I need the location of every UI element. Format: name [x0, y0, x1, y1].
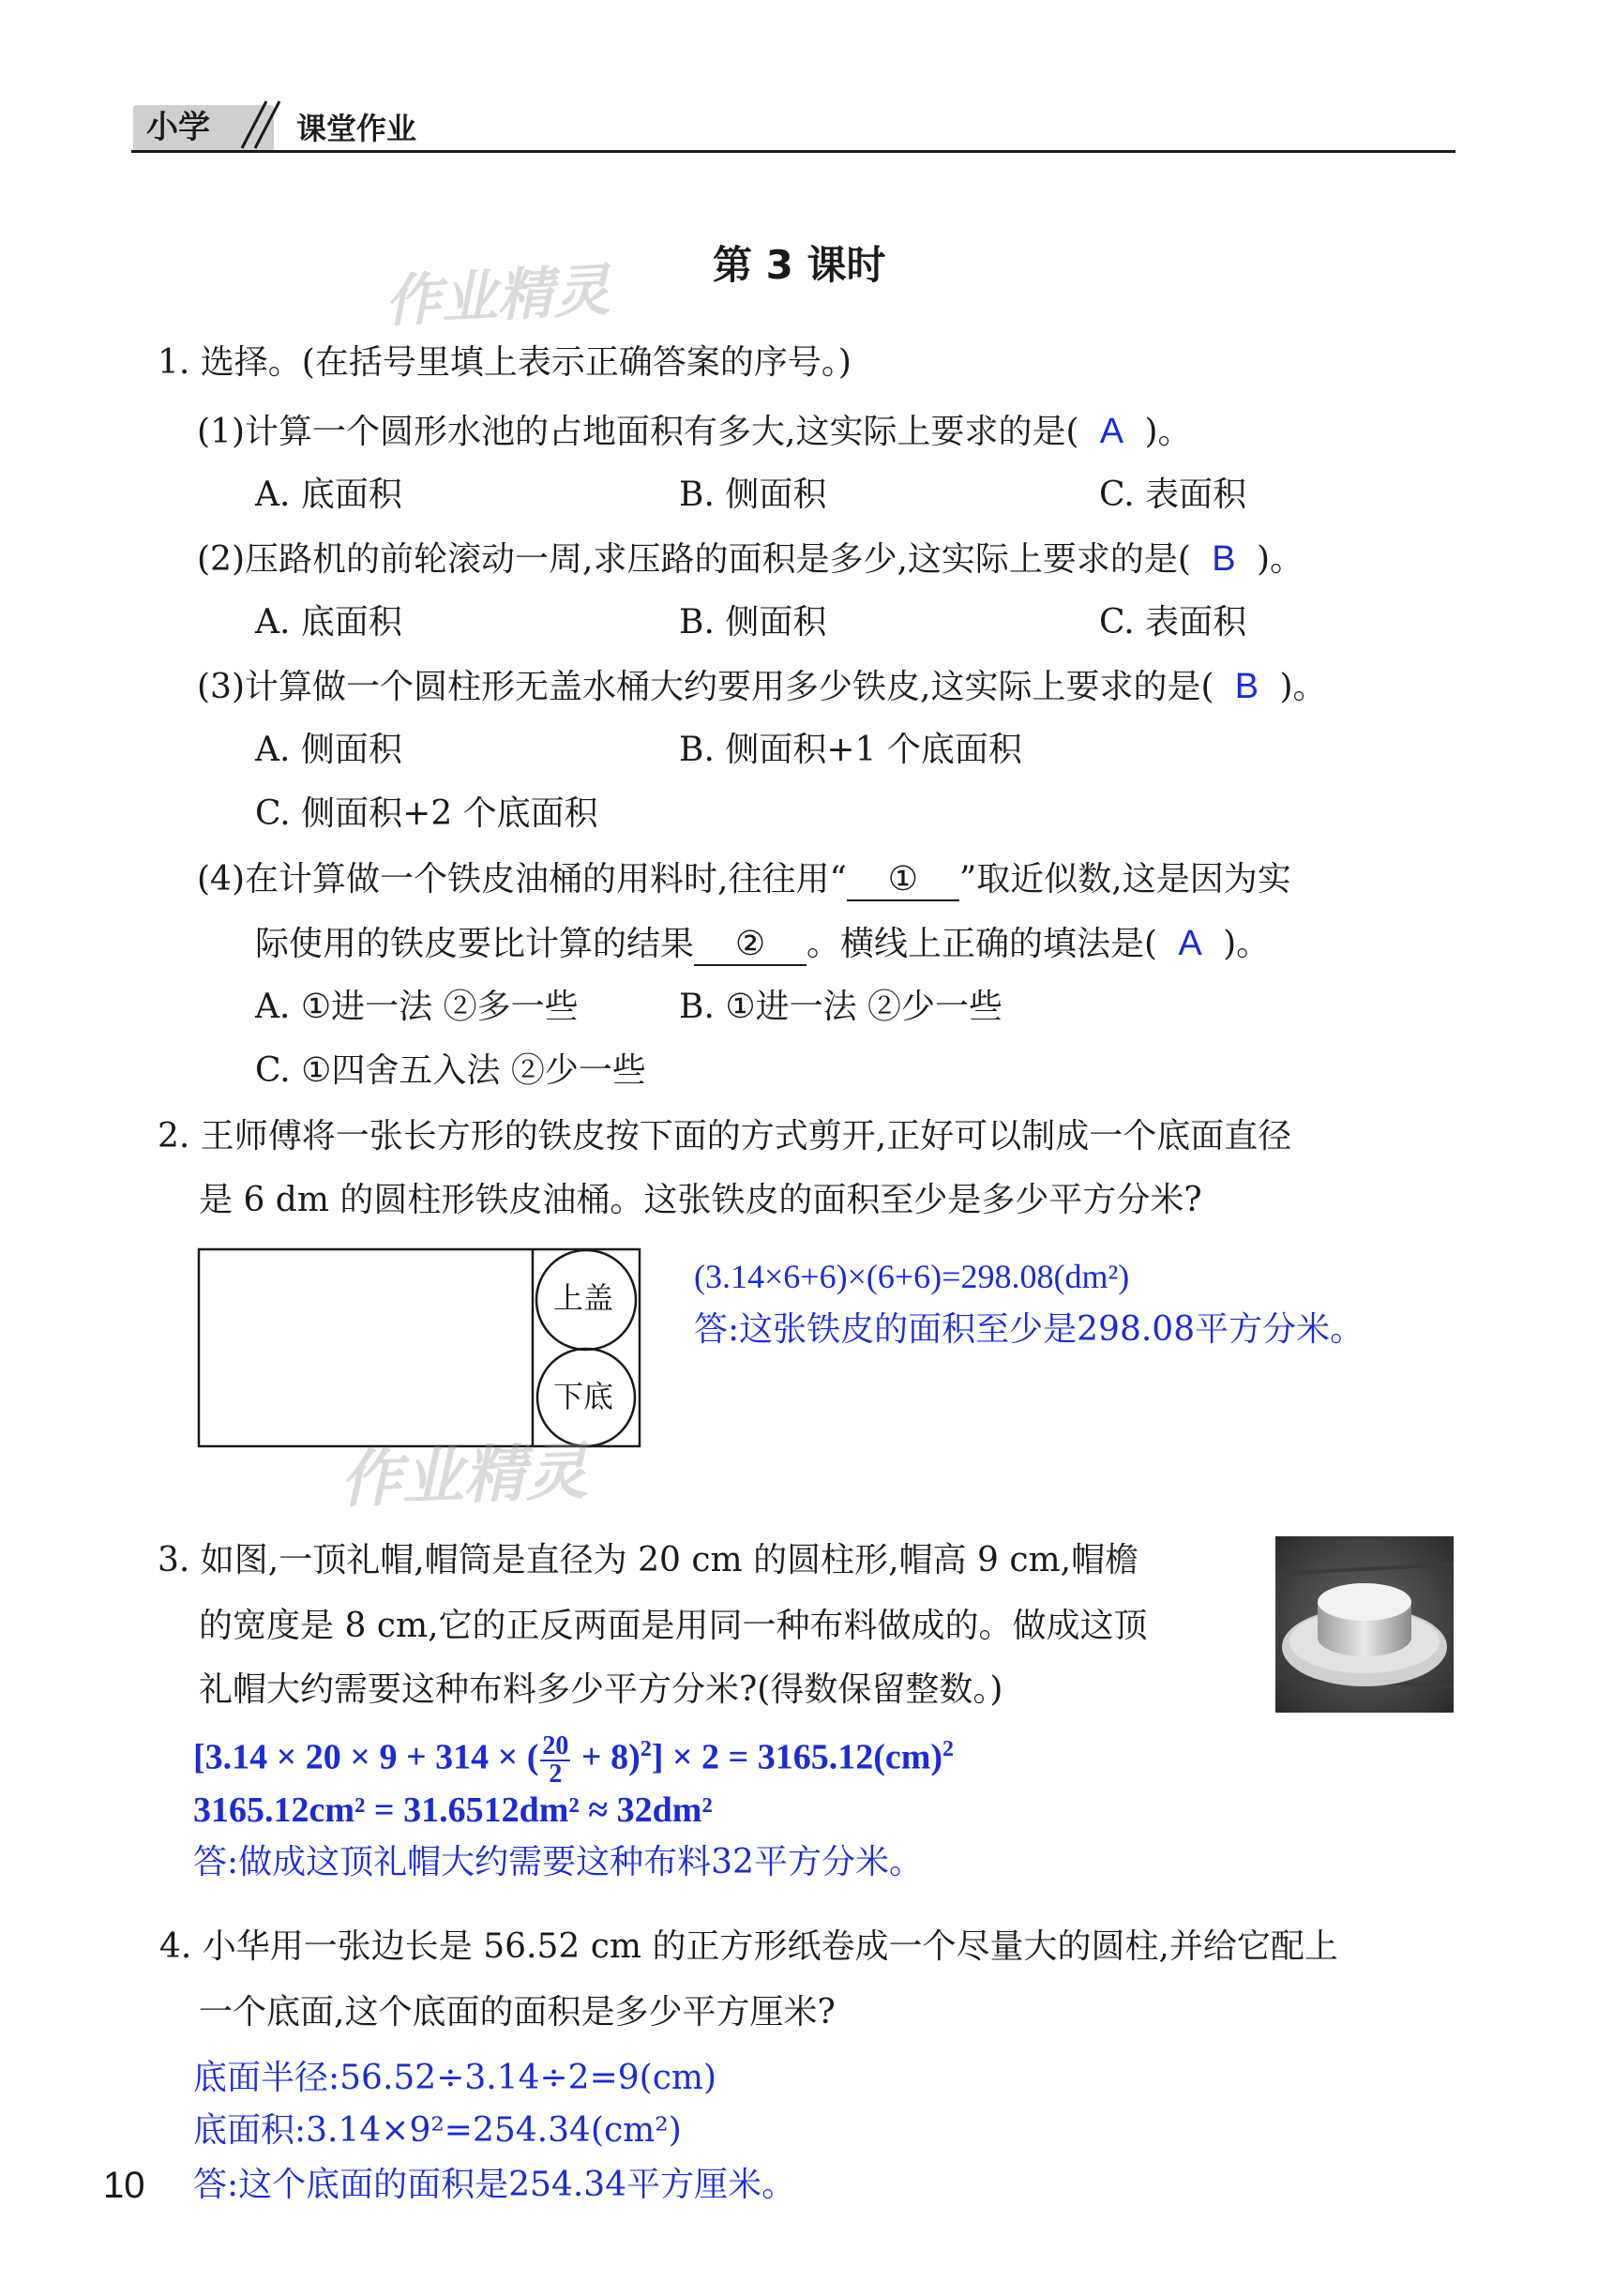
q1-sub2-option-b: B. 侧面积	[679, 603, 827, 642]
q1-sub4-option-a: A. ①进一法 ②多一些	[255, 988, 579, 1026]
q3-formula2: 3165.12cm² = 31.6512dm² ≈ 32dm²	[193, 1790, 713, 1830]
q3-formula1: [3.14 × 20 × 9 + 314 × ( $\frac{20}{2}$ + 8)$^2$] × 2 = 3165.12(cm)$^2$	[193, 1731, 955, 1789]
q1-sub1-option-b: B. 侧面积	[679, 476, 827, 514]
q1-sub2-question: (2)压路机的前轮滚动一周,求压路的面积是多少,这实际上要求的是( B )。	[197, 538, 1304, 582]
q1-sub3-option-b: B. 侧面积+1 个底面积	[679, 731, 1022, 769]
q1-sub2-answer: B	[1212, 539, 1236, 579]
q4-line1: 4. 小华用一张边长是 56.52 cm 的正方形纸卷成一个尽量大的圆柱,并给它配上	[159, 1927, 1338, 1966]
diagram-bottom-label: 下底	[553, 1379, 614, 1414]
double-chevron-icon	[234, 94, 291, 150]
header-rule	[131, 150, 1455, 153]
q4-answer-area: 底面积:3.14×9²=254.34(cm²)	[193, 2111, 682, 2150]
fraction: $\frac{20}{2}$	[542, 1731, 569, 1789]
q1-sub1-option-a: A. 底面积	[255, 476, 402, 514]
q1-sub4-line1: (4)在计算做一个铁皮油桶的用料时,往往用“ ① ”取近似数,这是因为实	[197, 859, 1291, 901]
q1-sub4-blank2: ②	[694, 924, 807, 966]
q2-line1: 2. 王师傅将一张长方形的铁皮按下面的方式剪开,正好可以制成一个底面直径	[158, 1117, 1292, 1156]
header-tag-label: 小学	[146, 109, 210, 146]
q1-sub3-answer: B	[1234, 667, 1259, 706]
q1-sub3-option-c: C. 侧面积+2 个底面积	[255, 794, 598, 833]
q1-sub1-option-c: C. 表面积	[1099, 476, 1247, 514]
page-number: 10	[103, 2165, 145, 2206]
q3-line3: 礼帽大约需要这种布料多少平方分米?(得数保留整数。)	[199, 1670, 1003, 1709]
q4-answer-radius: 底面半径:56.52÷3.14÷2=9(cm)	[193, 2059, 717, 2097]
q2-answer-text: 答:这张铁皮的面积至少是298.08平方分米。	[694, 1310, 1364, 1349]
q1-sub4-blank1: ①	[847, 859, 959, 901]
q1-sub3-question: (3)计算做一个圆柱形无盖水桶大约要用多少铁皮,这实际上要求的是( B )。	[197, 666, 1327, 709]
q1-sub4-option-b: B. ①进一法 ②少一些	[679, 988, 1003, 1026]
q1-sub1-answer: A	[1099, 412, 1124, 451]
q1-sub2-option-a: A. 底面积	[255, 603, 402, 642]
q1-sub4-option-c: C. ①四舍五入法 ②少一些	[255, 1051, 646, 1090]
page-title: 第 3 课时	[713, 242, 886, 288]
q1-sub3-option-a: A. 侧面积	[255, 731, 402, 769]
q1-stem: 1. 选择。(在括号里填上表示正确答案的序号。)	[158, 343, 852, 382]
q2-answer-formula: (3.14×6+6)×(6+6)=298.08(dm²)	[694, 1258, 1130, 1295]
diagram-top-label: 上盖	[553, 1280, 614, 1316]
q3-line1: 3. 如图,一顶礼帽,帽筒是直径为 20 cm 的圆柱形,帽高 9 cm,帽檐	[158, 1541, 1139, 1579]
q1-sub1-question: (1)计算一个圆形水池的占地面积有多大,这实际上要求的是( A )。	[197, 411, 1192, 454]
q3-line2: 的宽度是 8 cm,它的正反两面是用同一种布料做成的。做成这顶	[199, 1607, 1148, 1645]
q3-answer: 答:做成这顶礼帽大约需要这种布料32平方分米。	[193, 1843, 923, 1881]
header-section-label: 课堂作业	[296, 111, 417, 146]
q4-line2: 一个底面,这个底面的面积是多少平方厘米?	[199, 1993, 836, 2032]
q1-sub4-answer: A	[1178, 924, 1202, 963]
q4-answer-text: 答:这个底面的面积是254.34平方厘米。	[193, 2166, 796, 2204]
watermark: 作业精灵	[383, 257, 611, 336]
watermark-2: 作业精灵	[338, 1435, 589, 1517]
q1-sub4-line2: 际使用的铁皮要比计算的结果 ② 。横线上正确的填法是( A )。	[255, 923, 1270, 966]
q2-line2: 是 6 dm 的圆柱形铁皮油桶。这张铁皮的面积至少是多少平方分米?	[199, 1181, 1202, 1219]
top-hat-photo	[1275, 1536, 1454, 1713]
q1-sub2-option-c: C. 表面积	[1099, 603, 1247, 642]
